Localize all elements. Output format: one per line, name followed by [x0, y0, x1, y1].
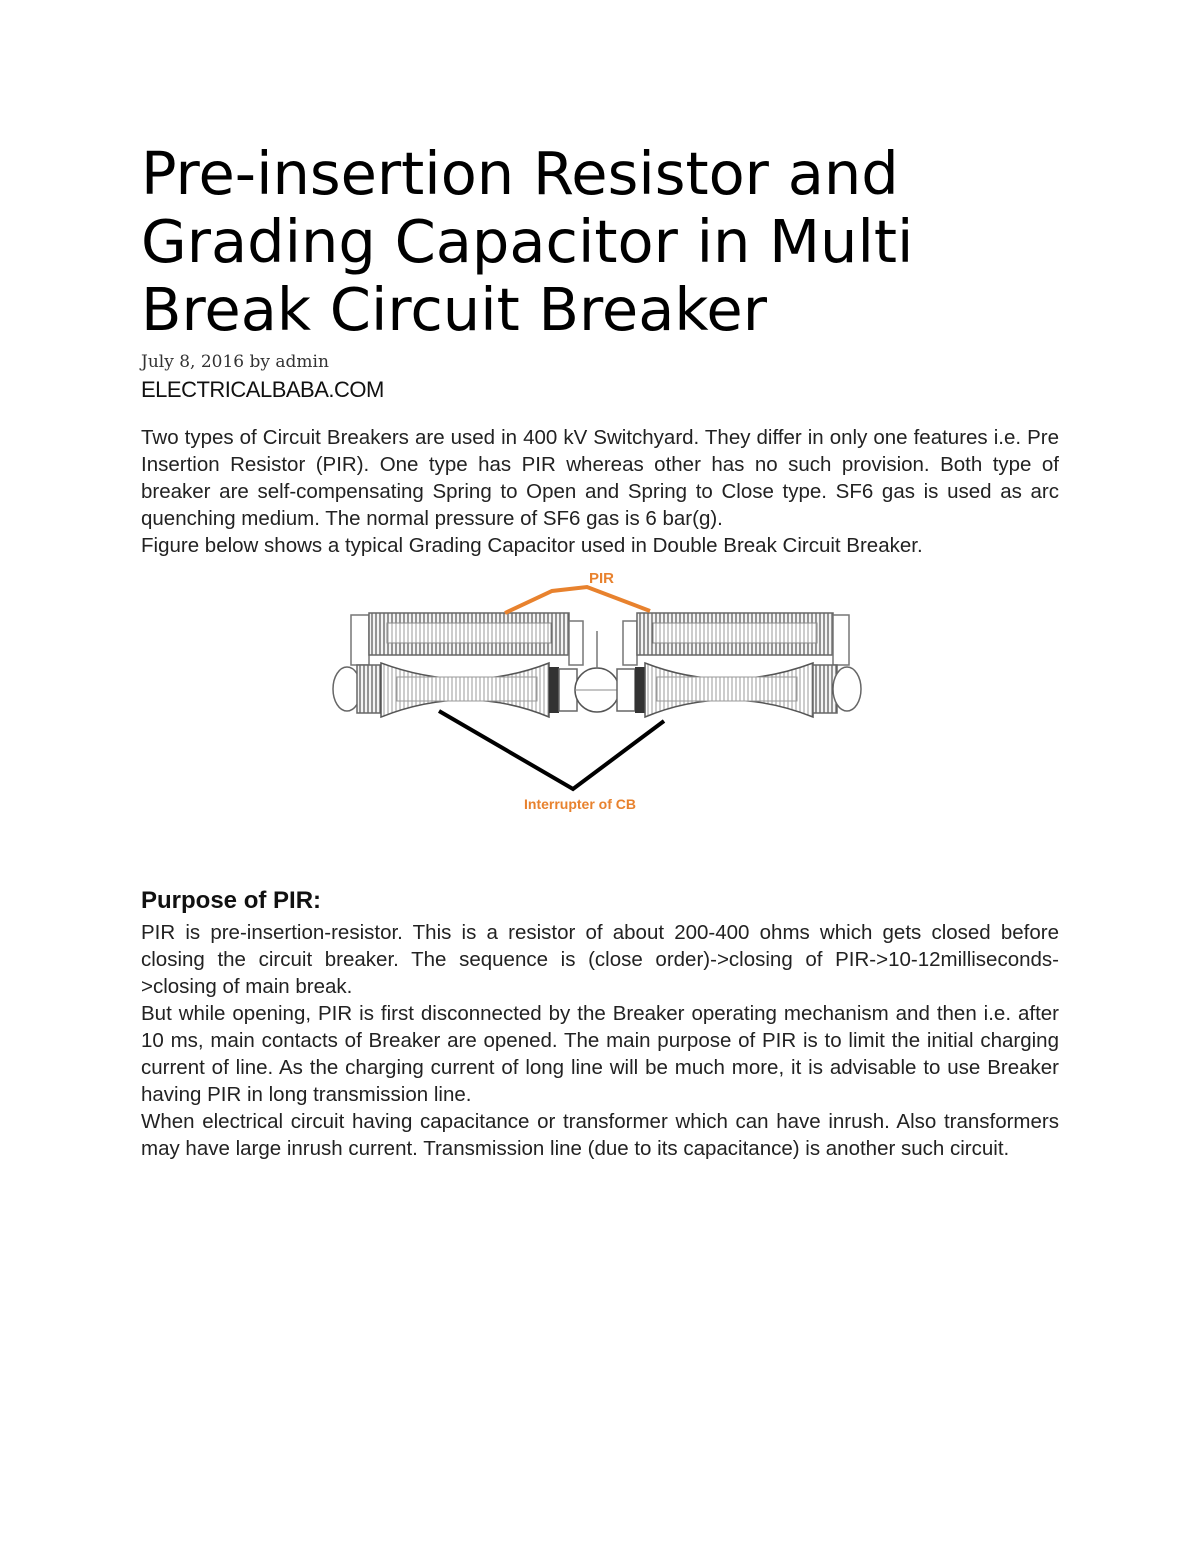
- intro-paragraph: Two types of Circuit Breakers are used in 400 kV Switchyard. They differ in only one features i.e. Pre Insertion Resistor (PIR). One type has PIR whereas other has no such provision. Both type of breaker are self-compensating Spring to Open and Spring to Close type. SF6 gas is used as arc quenching medium. The normal pressure of SF6 gas is 6 bar(g).: [141, 426, 1059, 530]
- article: [141, 140, 1059, 1162]
- interrupter-pointer-line: [439, 711, 664, 789]
- section-heading: Purpose of PIR:: [141, 887, 322, 914]
- interrupter-left: [333, 663, 559, 717]
- circuit-breaker-figure: [327, 571, 867, 821]
- pir-resistor-right: [623, 613, 849, 665]
- section-paragraph-opening: But while opening, PIR is first disconnected by the Breaker operating mechanism and then i.e. after 10 ms, main contacts of Breaker are opened. The main purpose of PIR is to limit the initial charging current of line. As the charging current of long line will be much more, it is advisable to use Breaker having PIR in long transmission line.: [141, 1002, 1059, 1106]
- section-paragraph-pir-definition: PIR is pre-insertion-resistor. This is a resistor of about 200-400 ohms which gets closed before closing the circuit breaker. The sequence is (close order)->closing of PIR->10-12milliseconds->closing of main break.: [141, 921, 1059, 998]
- pir-resistor-left: [351, 613, 583, 665]
- article-title: Pre-insertion Resistor and Grading Capacitor in Multi Break Circuit Breaker: [141, 139, 914, 344]
- pir-pointer-line: [505, 587, 650, 613]
- interrupter-label: Interrupter of CB: [524, 796, 636, 812]
- pir-label: PIR: [589, 571, 615, 587]
- site-name: ELECTRICALBABA.COM: [141, 377, 384, 402]
- interrupter-right: [635, 663, 861, 717]
- figure-caption-paragraph: Figure below shows a typical Grading Capacitor used in Double Break Circuit Breaker.: [141, 534, 923, 557]
- article-byline: July 8, 2016 by admin: [141, 352, 329, 372]
- section-paragraph-inrush: When electrical circuit having capacitance or transformer which can have inrush. Also transformers may have large inrush current. Transmission line (due to its capacitance) is another such circuit.: [141, 1110, 1059, 1160]
- breaker-diagram: [327, 571, 867, 821]
